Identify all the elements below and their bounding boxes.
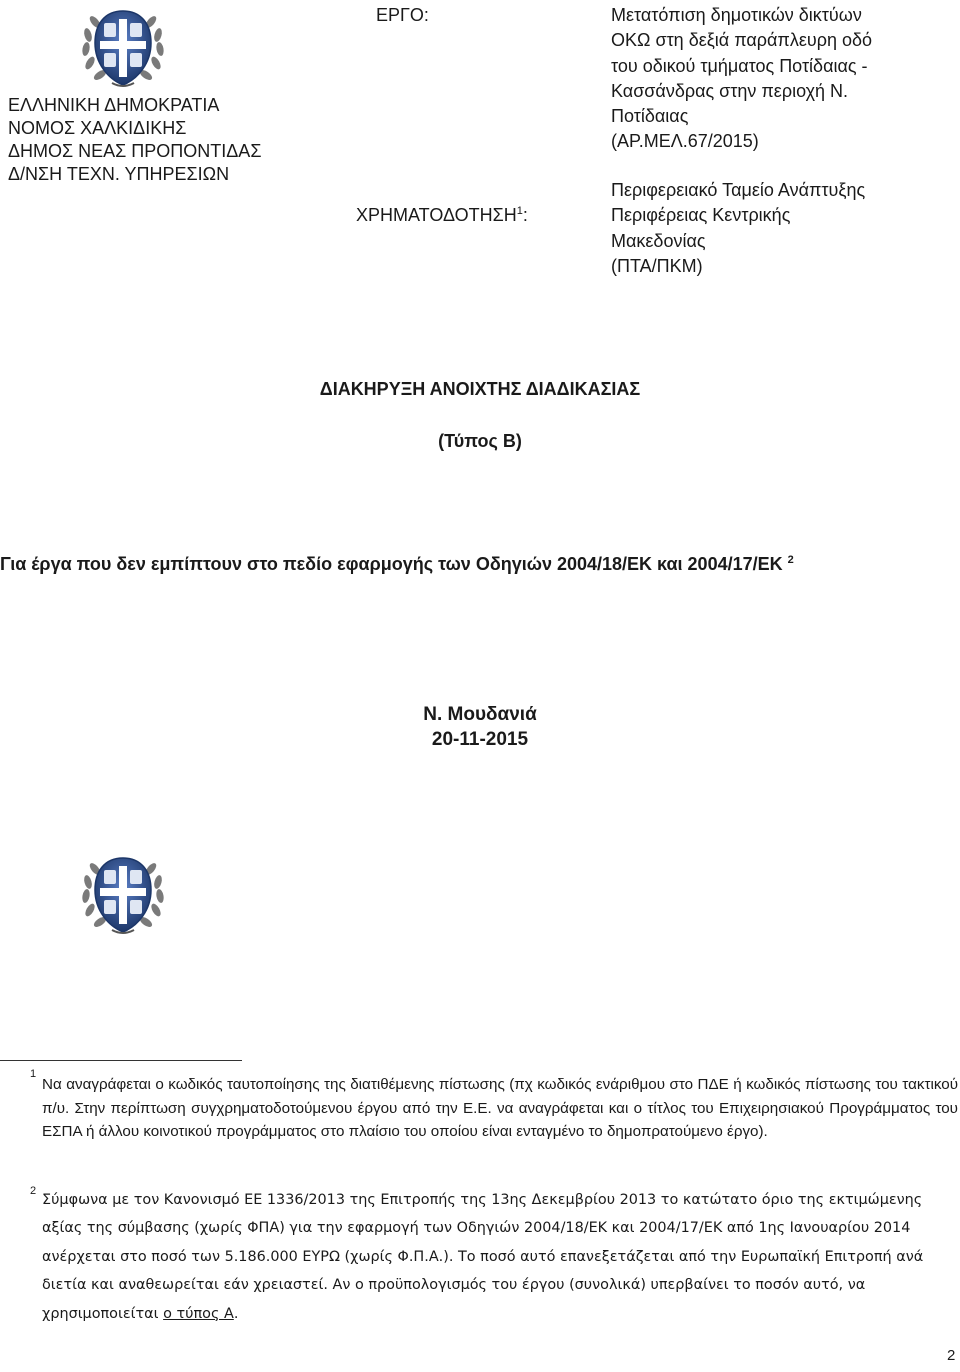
greek-emblem-logo [76, 5, 170, 91]
place: Ν. Μουδανιά [423, 704, 537, 725]
greek-emblem-logo [76, 852, 170, 938]
scope-text: Για έργα που δεν εμπίπτουν στο πεδίο εφαρμογής των Οδηγιών 2004/18/ΕΚ και 2004/17/ΕΚ [0, 554, 783, 574]
authority-line: ΝΟΜΟΣ ΧΑΛΚΙΔΙΚΗΣ [8, 118, 187, 138]
funding-label-text: ΧΡΗΜΑΤΟΔΟΤΗΣΗ [356, 205, 517, 225]
footnote-2-text: Σύμφωνα με τον Κανονισμό ΕΕ 1336/2013 της Επιτροπής της 13ης Δεκεμβρίου 2013 το κατώτατο όριο της εκτιμώμενης αξίας της σύμβασης (χωρίς ΦΠΑ) για την εφαρμογή των Οδηγιών 2004/18/ΕΚ και 2004/17/ΕΚ από 1ης Ιανουαρίου 2014 ανέρχεται στο ποσό των 5.186.000 ΕΥΡΩ (χωρίς Φ.Π.Α.). Το ποσό αυτό επανεξετάζεται από την Ευρωπαϊκή Επιτροπή ανά διετία και αναθεωρείται εάν χρειαστεί. Αν ο προϋπολογισμός του έργου (συνολικά) υπερβαίνει το ποσόν αυτό, να χρησιμοποιείται [42, 1192, 924, 1322]
funding-line: Περιφέρειας Κεντρικής [611, 205, 791, 226]
page-number: 2 [947, 1347, 956, 1364]
funding-label-colon: : [522, 205, 528, 225]
footnote-2 [42, 1186, 958, 1328]
authority-line: ΕΛΛΗΝΙΚΗ ΔΗΜΟΚΡΑΤΙΑ [8, 95, 220, 115]
funding-line: Περιφερειακό Ταμείο Ανάπτυξης [611, 180, 866, 200]
authority-line: Δ/ΝΣΗ ΤΕΧΝ. ΥΠΗΡΕΣΙΩΝ [8, 164, 230, 184]
footnote-1: Να αναγράφεται ο κωδικός ταυτοποίησης της διατιθέμενης πίστωσης (πχ κωδικός ενάριθμου στο ΠΔΕ ή κωδικός πίστωσης του τακτικού π/υ. Στην περίπτωση συγχρηματοδοτούμενου έργου από την Ε.Ε. να αναγράφεται και ο τίτλος του Επιχειρησιακού Προγράμματος του ΕΣΠΑ ή άλλου κοινοτικού προγράμματος στο πλαίσιο του οποίου είναι ενταγμένο το δημοπρατούμενο έργο). [42, 1076, 958, 1140]
project-line: Ποτίδαιας [611, 106, 689, 127]
project-description [611, 3, 951, 155]
footnote-separator [0, 1060, 242, 1061]
procedure-type: (Τύπος Β) [438, 431, 522, 451]
funding-description [611, 178, 951, 279]
project-line: ΟΚΩ στη δεξιά παράπλευρη οδό [611, 30, 872, 51]
project-line: Κασσάνδρας στην περιοχή Ν. [611, 80, 849, 101]
document-title: ΔΙΑΚΗΡΥΞΗ ΑΝΟΙΧΤΗΣ ΔΙΑΔΙΚΑΣΙΑΣ [319, 379, 641, 399]
project-line: του οδικού τμήματος Ποτίδαιας - [611, 55, 868, 76]
project-line: (ΑΡ.ΜΕΛ.67/2015) [611, 131, 759, 152]
date: 20-11-2015 [431, 729, 529, 750]
funding-footnote-ref: 1 [516, 205, 523, 217]
scope-statement [0, 554, 794, 575]
project-line: Μετατόπιση δημοτικών δικτύων [611, 5, 862, 25]
funding-line: (ΠΤΑ/ΠΚΜ) [611, 255, 703, 276]
authority-line: ΔΗΜΟΣ ΝΕΑΣ ΠΡΟΠΟΝΤΙΔΑΣ [8, 141, 262, 161]
funding-label [356, 205, 528, 226]
scope-footnote-ref: 2 [787, 554, 794, 566]
issuing-authority [8, 94, 261, 186]
footnote-2-end: . [233, 1305, 239, 1322]
type-a-reference: ο τύπος Α [163, 1305, 234, 1322]
footnote-1-marker: 1 [30, 1068, 37, 1080]
footnote-2-marker: 2 [30, 1185, 37, 1197]
project-label: ΕΡΓΟ: [376, 5, 429, 25]
funding-line: Μακεδονίας [611, 230, 706, 251]
